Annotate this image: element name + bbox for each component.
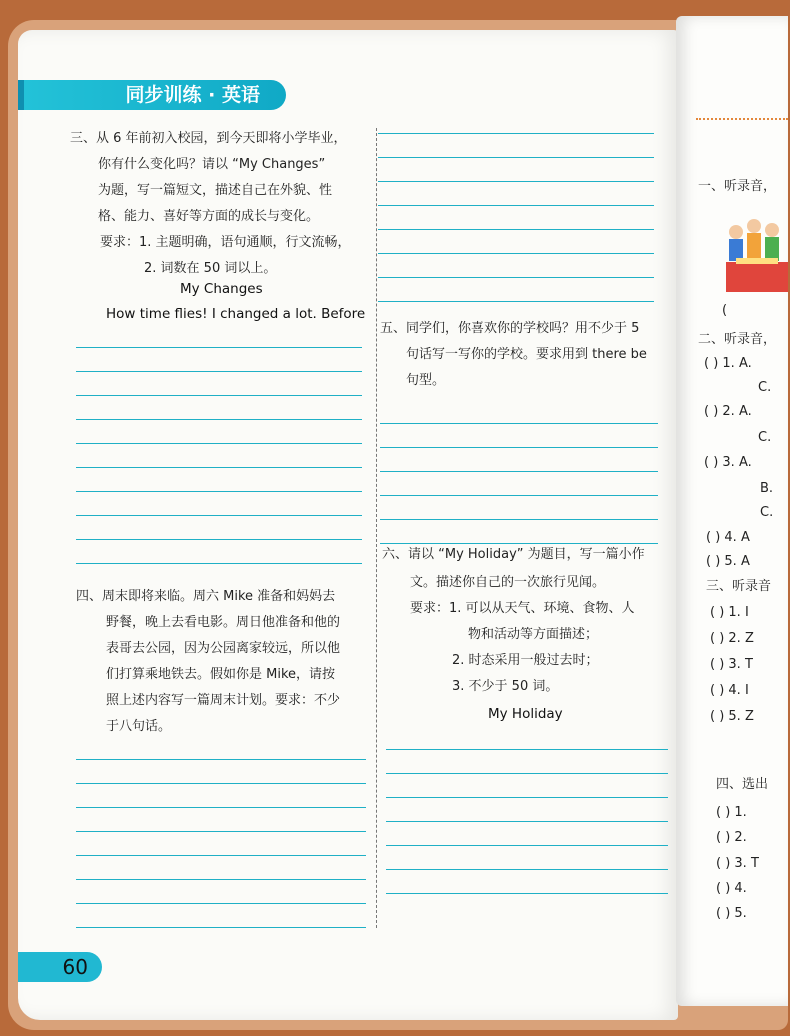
q3-line-5: 要求：1. 主题明确，语句通顺，行文流畅， (100, 235, 351, 250)
right-page (676, 16, 788, 1006)
q4-line-6: 于八句话。 (106, 719, 172, 734)
q3-line-2: 你有什么变化吗？请以 “My Changes” (98, 157, 326, 172)
q5-line-2: 句话写一写你的学校。要求用到 there be (406, 347, 647, 362)
q3-line-1: 三、从 6 年前初入校园，到今天即将小学毕业， (70, 131, 347, 146)
q-prev-writing-lines[interactable] (378, 110, 654, 302)
q6-line-1: 六、请以 “My Holiday” 为题目，写一篇小作 (382, 547, 645, 562)
left-page (18, 30, 678, 1020)
q5-writing-lines[interactable] (380, 400, 658, 544)
q3-line-6: 2. 词数在 50 词以上。 (144, 261, 277, 276)
q6-essay-title: My Holiday (488, 706, 563, 722)
right-item-6: C. (758, 430, 772, 445)
column-divider (376, 128, 377, 928)
right-item-0: 一、听录音， (698, 179, 777, 194)
right-item-21: ( ) 3. T (716, 856, 759, 871)
section-banner: 同步训练 · 英语 (24, 80, 286, 110)
right-item-1: ( (722, 303, 728, 318)
right-item-15: ( ) 3. T (710, 657, 753, 672)
right-item-7: ( ) 3. A. (704, 455, 752, 470)
illustration-family-dinner (726, 212, 788, 302)
q5-line-3: 句型。 (406, 373, 446, 388)
q4-line-1: 四、周末即将来临。周六 Mike 准备和妈妈去 (76, 589, 336, 604)
right-item-12: 三、听录音 (706, 579, 772, 594)
q6-line-4: 物和活动等方面描述； (468, 627, 599, 642)
page-number: 60 (18, 952, 102, 982)
right-item-18: 四、选出 (716, 777, 769, 792)
q3-line-3: 为题，写一篇短文，描述自己在外貌、性 (98, 183, 333, 198)
q4-line-4: 们打算乘地铁去。假如你是 Mike，请按 (106, 667, 336, 682)
right-item-14: ( ) 2. Z (710, 631, 754, 646)
q6-line-2: 文。描述你自己的一次旅行见闻。 (410, 575, 606, 590)
q3-line-4: 格、能力、喜好等方面的成长与变化。 (98, 209, 320, 224)
q4-line-2: 野餐，晚上去看电影。周日他准备和他的 (106, 615, 341, 630)
q3-essay-opening: How time flies! I changed a lot. Before (106, 306, 366, 322)
q4-line-3: 表哥去公园，因为公园离家较远，所以他 (106, 641, 341, 656)
right-item-9: C. (760, 505, 774, 520)
q6-line-5: 2. 时态采用一般过去时； (452, 653, 599, 668)
q3-essay-title: My Changes (180, 281, 263, 297)
right-item-5: ( ) 2. A. (704, 404, 752, 419)
right-item-20: ( ) 2. (716, 830, 747, 845)
right-item-22: ( ) 4. (716, 881, 747, 896)
q4-writing-lines[interactable] (76, 736, 366, 928)
right-item-4: C. (758, 380, 772, 395)
dotted-divider (696, 118, 788, 120)
q3-writing-lines[interactable] (76, 324, 362, 564)
right-item-17: ( ) 5. Z (710, 709, 754, 724)
right-item-19: ( ) 1. (716, 805, 747, 820)
q6-writing-lines[interactable] (386, 726, 668, 894)
right-item-3: ( ) 1. A. (704, 356, 752, 371)
q6-line-3: 要求：1. 可以从天气、环境、食物、人 (410, 601, 635, 616)
right-item-13: ( ) 1. I (710, 605, 749, 620)
right-item-10: ( ) 4. A (706, 530, 750, 545)
right-item-23: ( ) 5. (716, 906, 747, 921)
q4-line-5: 照上述内容写一篇周末计划。要求：不少 (106, 693, 341, 708)
right-item-16: ( ) 4. I (710, 683, 749, 698)
right-item-11: ( ) 5. A (706, 554, 750, 569)
q5-line-1: 五、同学们，你喜欢你的学校吗？用不少于 5 (380, 321, 640, 336)
right-item-2: 二、听录音， (698, 332, 777, 347)
q6-line-6: 3. 不少于 50 词。 (452, 679, 559, 694)
right-item-8: B. (760, 481, 774, 496)
